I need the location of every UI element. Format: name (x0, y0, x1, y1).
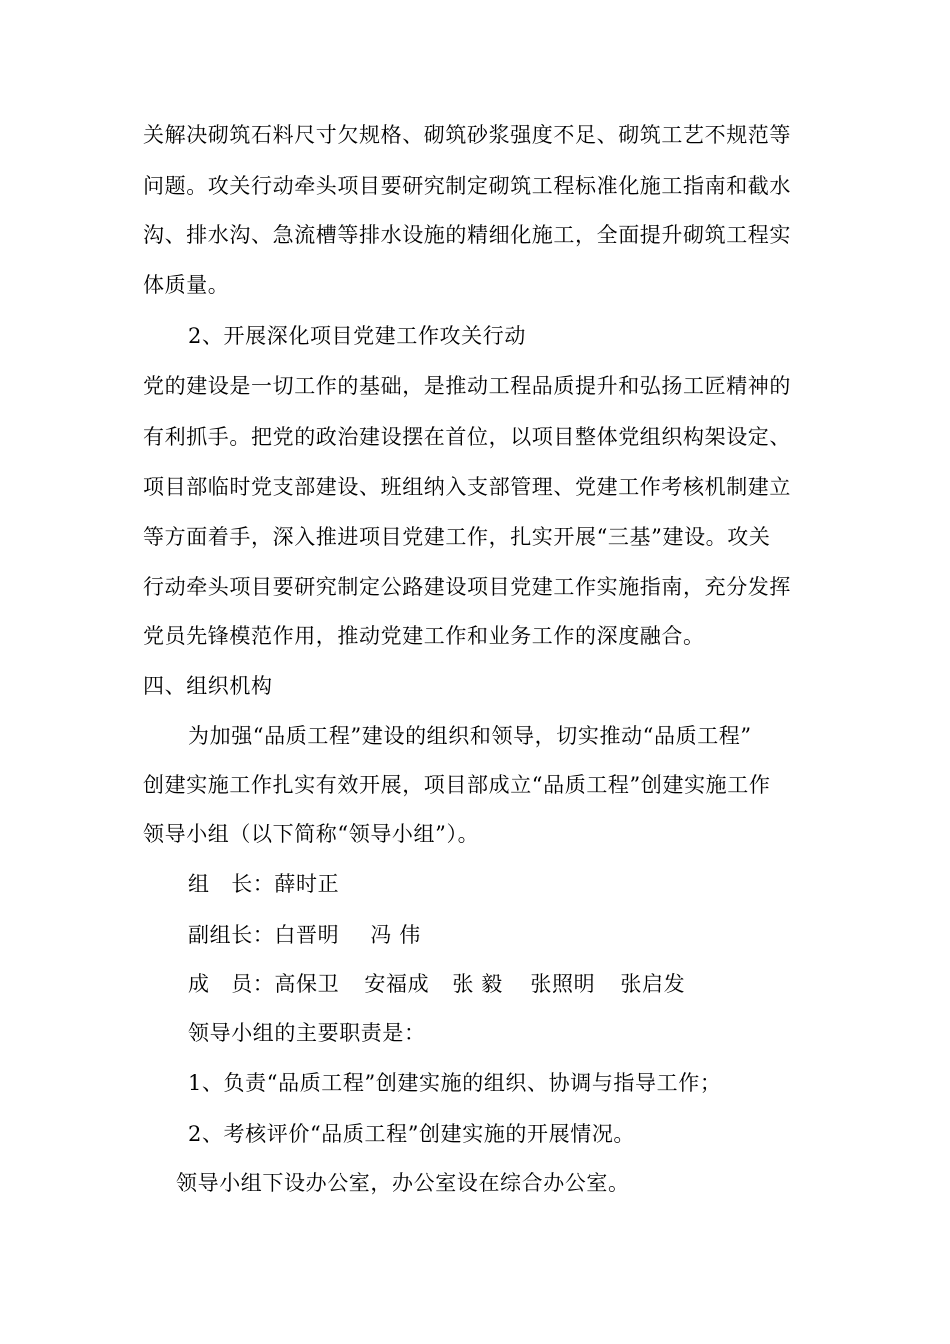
paragraph-line: 党的建设是一切工作的基础，是推动工程品质提升和弘扬工匠精神的 (143, 374, 791, 398)
paragraph-line: 行动牵头项目要研究制定公路建设项目党建工作实施指南，充分发挥 (143, 575, 791, 599)
paragraph-line: 体质量。 (143, 273, 230, 297)
leader-name: 薛时正 (274, 872, 340, 896)
paragraph-line: 创建实施工作扎实有效开展，项目部成立“品质工程”创建实施工作 (143, 773, 771, 797)
member-name: 张 毅 (452, 972, 503, 996)
section-heading: 四、组织机构 (143, 674, 273, 698)
duty-item: 2、考核评价“品质工程”创建实施的开展情况。 (188, 1122, 636, 1146)
paragraph-line: 问题。攻关行动牵头项目要研究制定砌筑工程标准化施工指南和截水 (143, 174, 791, 198)
deputy-name: 白晋明 (274, 923, 340, 947)
deputy-label: 副组长： (188, 923, 275, 947)
duty-item: 1、负责“品质工程”创建实施的组织、协调与指导工作； (188, 1071, 722, 1095)
member-name: 高保卫 (274, 972, 340, 996)
paragraph-line: 项目部临时党支部建设、班组纳入支部管理、党建工作考核机制建立 (143, 475, 791, 499)
member-name: 张启发 (620, 972, 686, 996)
paragraph-line: 党员先锋模范作用，推动党建工作和业务工作的深度融合。 (143, 624, 705, 648)
paragraph-line: 等方面着手，深入推进项目党建工作，扎实开展“三基”建设。攻关 (143, 525, 771, 549)
deputy-row (188, 921, 421, 949)
paragraph-line: 为加强“品质工程”建设的组织和领导，切实推动“品质工程” (188, 724, 752, 748)
office-line: 领导小组下设办公室，办公室设在综合办公室。 (176, 1171, 630, 1195)
duties-intro: 领导小组的主要职责是： (188, 1021, 426, 1045)
leader-label: 组 长： (188, 872, 275, 896)
paragraph-line: 关解决砌筑石料尺寸欠规格、砌筑砂浆强度不足、砌筑工艺不规范等 (143, 123, 791, 147)
deputy-name: 冯 伟 (370, 923, 421, 947)
member-name: 安福成 (364, 972, 430, 996)
member-name: 张照明 (530, 972, 596, 996)
paragraph-line: 沟、排水沟、急流槽等排水设施的精细化施工，全面提升砌筑工程实 (143, 223, 791, 247)
paragraph-line: 有利抓手。把党的政治建设摆在首位，以项目整体党组织构架设定、 (143, 425, 791, 449)
members-row (188, 970, 685, 998)
item-heading: 2、开展深化项目党建工作攻关行动 (188, 324, 526, 348)
leader-row (188, 870, 339, 898)
members-label: 成 员： (188, 972, 275, 996)
paragraph-line: 领导小组（以下简称“领导小组”）。 (143, 822, 480, 846)
